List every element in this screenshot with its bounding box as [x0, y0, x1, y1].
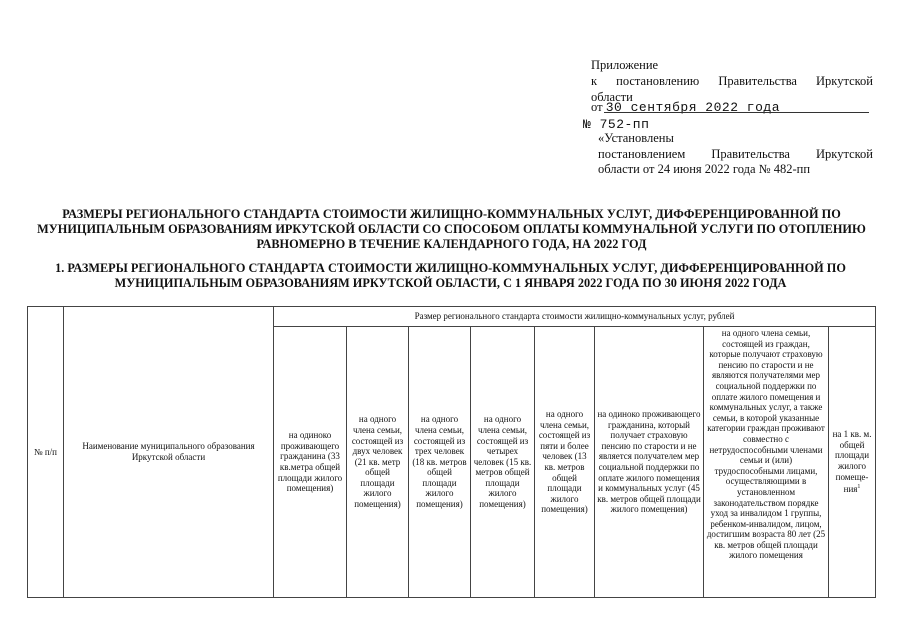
header-group: Размер регионального стандарта стоимости жилищно-коммунальных услуг, рублей: [274, 307, 876, 327]
appendix-date-underline: [604, 112, 869, 113]
header-number: № п/п: [28, 307, 64, 598]
header-per-square-meter-text: на 1 кв. м. общей площади жилого помеще-ния: [832, 429, 872, 495]
appendix-to-line: к постановлению Правительства Иркутской: [591, 74, 873, 88]
appendix-decree-line1: постановлением Правительства Иркутской: [598, 147, 873, 161]
header-single-resident: на одиноко проживающего гражданина (33 кв.метра общей площади жилого помещения): [274, 327, 347, 598]
footnote-mark: 1: [857, 484, 861, 491]
header-family-of-five-plus: на одного члена семьи, состоящей из пяти и более человек (13 кв. метров общей площади жилого помещения): [535, 327, 595, 598]
appendix-number: № 752-пп: [583, 117, 650, 132]
header-family-of-two: на одного члена семьи, состоящей из двух человек (21 кв. метр общей площади жилого помещения): [347, 327, 409, 598]
section-title: 1. РАЗМЕРЫ РЕГИОНАЛЬНОГО СТАНДАРТА СТОИМОСТИ ЖИЛИЩНО-КОММУНАЛЬНЫХ УСЛУГ, ДИФФЕРЕНЦИРОВАННОЙ ПО МУНИЦИПАЛЬНЫМ ОБРАЗОВАНИЯМ ИРКУТСКОЙ ОБЛАСТИ, С 1 ЯНВАРЯ 2022 ГОДА ПО 30 ИЮНЯ 2022 ГОДА: [55, 261, 846, 290]
appendix-established: «Установлены: [598, 131, 674, 145]
appendix-decree-line2: области от 24 июня 2022 года № 482-пп: [598, 162, 811, 176]
appendix-date: 30 сентября 2022 года: [605, 100, 781, 115]
standard-cost-table: [27, 306, 876, 598]
appendix-region: области: [591, 90, 633, 104]
header-municipality: Наименование муниципального образования Иркутской области: [64, 307, 274, 598]
header-family-of-four: на одного члена семьи, состоящей из четырех человек (15 кв. метров общей площади жилого помещения): [471, 327, 535, 598]
header-per-square-meter: [829, 327, 876, 598]
document-title: РАЗМЕРЫ РЕГИОНАЛЬНОГО СТАНДАРТА СТОИМОСТИ ЖИЛИЩНО-КОММУНАЛЬНЫХ УСЛУГ, ДИФФЕРЕНЦИРОВАННОЙ ПО МУНИЦИПАЛЬНЫМ ОБРАЗОВАНИЯМ ИРКУТСКОЙ ОБЛАСТИ СО СПОСОБОМ ОПЛАТЫ КОММУНАЛЬНОЙ УСЛУГИ ПО ОТОПЛЕНИЮ РАВНОМЕРНО В ТЕЧЕНИЕ КАЛЕНДАРНОГО ГОДА, НА 2022 ГОД: [37, 207, 866, 251]
appendix-from-prefix: от: [591, 100, 603, 114]
header-family-of-three: на одного члена семьи, состоящей из трех человек (18 кв. метров общей площади жилого помещения): [409, 327, 471, 598]
header-single-pensioner: на одиноко проживающего гражданина, который получает страховую пенсию по старости и не является получателем мер социальной поддержки по оплате жилого помещения и коммунальных услуг (45 кв. метров общей площади жилого помещения): [595, 327, 704, 598]
header-pensioner-family: на одного члена семьи, состоящей из граждан, которые получают страховую пенсию по старости и не являются получателями мер социальной поддержки по оплате жилого помещения и коммунальных услуг, а также семьи, в которой указанные категории граждан проживают совместно с нетрудоспособными членами семьи и (или) трудоспособными лицами, осуществляющими в установленном законодательством порядке уход за инвалидом 1 группы, ребенком-инвалидом, лицом, достигшим возраста 80 лет (25 кв. метров общей площади жилого помещения: [704, 327, 829, 598]
appendix-heading: Приложение: [591, 58, 659, 72]
